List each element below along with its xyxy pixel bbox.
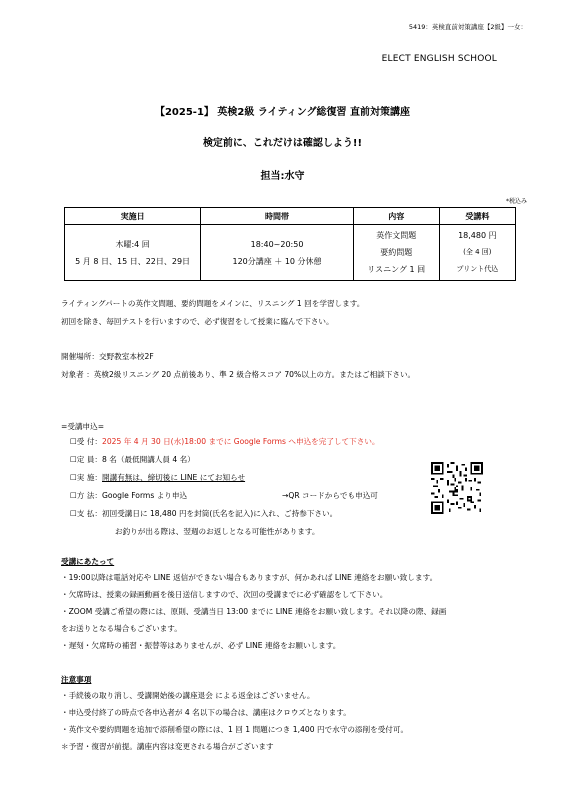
notes-line: ・申込受付終了の時点で各申込者が 4 名以下の場合は、講座はクロウズとなります。 (61, 708, 351, 717)
method-line: ☐方 法：Google Forms より申込 (70, 491, 188, 500)
header-fee: 受講料 (439, 208, 515, 225)
time-cell (201, 225, 354, 281)
intro-line: 初回を除き、毎回テストを行いますので、必ず復習をして授業に臨んで下さい。 (61, 317, 334, 326)
content-line: 英作文問題 (376, 231, 417, 240)
notes-line: ・手続後の取り消し、受講開始後の講座退会 による返金はございません。 (61, 691, 315, 700)
fee-line: (全 4 回) (463, 248, 492, 256)
content-line: リスニング 1 回 (367, 265, 426, 274)
held-text: 開講有無は、締切後に LINE にてお知らせ (102, 473, 246, 482)
application-heading: =受講申込= (61, 422, 105, 431)
change-note: お釣りが出る際は、翌週のお返しとなる可能性があります。 (115, 527, 320, 536)
attending-heading: 受講にあたって (61, 557, 115, 566)
attending-line: ・19:00以降は電話対応や LINE 返信ができない場合もありますが、何かあれば LINE 連絡をお願い致します。 (61, 573, 438, 582)
date-line: 木曜:4 回 (115, 239, 150, 249)
notes-heading: 注意事項 (61, 675, 92, 684)
venue-text: 開催場所：交野教室本校2F (61, 352, 154, 361)
notes-line: ＊予習・復習が前提。講座内容は変更される場合がございます (61, 742, 274, 751)
header-content: 内容 (353, 208, 439, 225)
attending-line: ・遅刻・欠席時の補習・振替等はありませんが、必ず LINE 連絡をお願いします。 (61, 641, 341, 650)
time-line: 18:40~20:50 (250, 239, 304, 249)
school-name: ELECT ENGLISH SCHOOL (381, 54, 497, 64)
fee-line: プリント代込 (456, 265, 499, 273)
attending-line: をお送りとなる場合もございます。 (61, 624, 182, 633)
teacher-label: 担当:水守 (260, 171, 305, 182)
course-title: 【2025-1】 英検2級 ライティング総復習 直前対策講座 (154, 107, 411, 118)
qr-note: →QR コードからでも申込可 (282, 491, 378, 500)
fee-cell (439, 225, 515, 281)
qr-code[interactable] (431, 462, 483, 514)
capacity-line: ☐定 員：8 名（最低開講人員 4 名） (70, 455, 195, 464)
content-cell (353, 225, 439, 281)
document-code: 5419：英検直前対策講座【2級】一女： (408, 23, 527, 31)
deadline-label: ☐受 付： (70, 437, 103, 446)
tax-note: *税込み (505, 198, 527, 205)
attending-line: ・欠席時は、授業の録画動画を後日送信しますので、次回の受講までに必ず確認をして下さい。 (61, 590, 388, 599)
fee-line: 18,480 円 (458, 231, 497, 240)
header-time: 時間帯 (201, 208, 354, 225)
target-text: 対象者 ：英検2級リスニング 20 点前後あり、準 2 級合格スコア 70%以上の方。またはご相談下さい。 (61, 370, 416, 379)
schedule-row (65, 225, 516, 281)
date-line: 5 月 8 日、15 日、22日、29日 (75, 256, 191, 266)
notes-line: ・英作文や要約問題を追加で添削希望の際には、1 回 1 問題につき 1,400 円で水守の添削を受付可。 (61, 725, 409, 734)
deadline-text: 2025 年 4 月 30 日(水)18:00 までに Google Forms へ申込を完了して下さい。 (102, 437, 380, 446)
date-cell (65, 225, 201, 281)
schedule-header-row (65, 208, 516, 225)
payment-line: ☐支 払：初回受講日に 18,480 円を封筒(氏名を記入)に入れ、ご持参下さい。 (70, 509, 338, 518)
attending-line: ・ZOOM 受講ご希望の際には、原則、受講当日 13:00 までに LINE 連絡をお願い致します。それ以降の際、録画 (61, 607, 447, 616)
header-date: 実施日 (65, 208, 201, 225)
intro-line: ライティングパートの英作文問題、要約問題をメインに、リスニング 1 回を学習します。 (61, 299, 365, 308)
deadline-line (70, 436, 380, 447)
held-line (70, 472, 245, 483)
content-line: 要約問題 (380, 248, 413, 257)
course-subtitle: 検定前に、これだけは確認しよう!! (202, 138, 363, 149)
schedule-table (64, 207, 516, 281)
held-label: ☐実 施： (70, 473, 103, 482)
time-line: 120分講座 ＋ 10 分休憩 (232, 256, 322, 266)
